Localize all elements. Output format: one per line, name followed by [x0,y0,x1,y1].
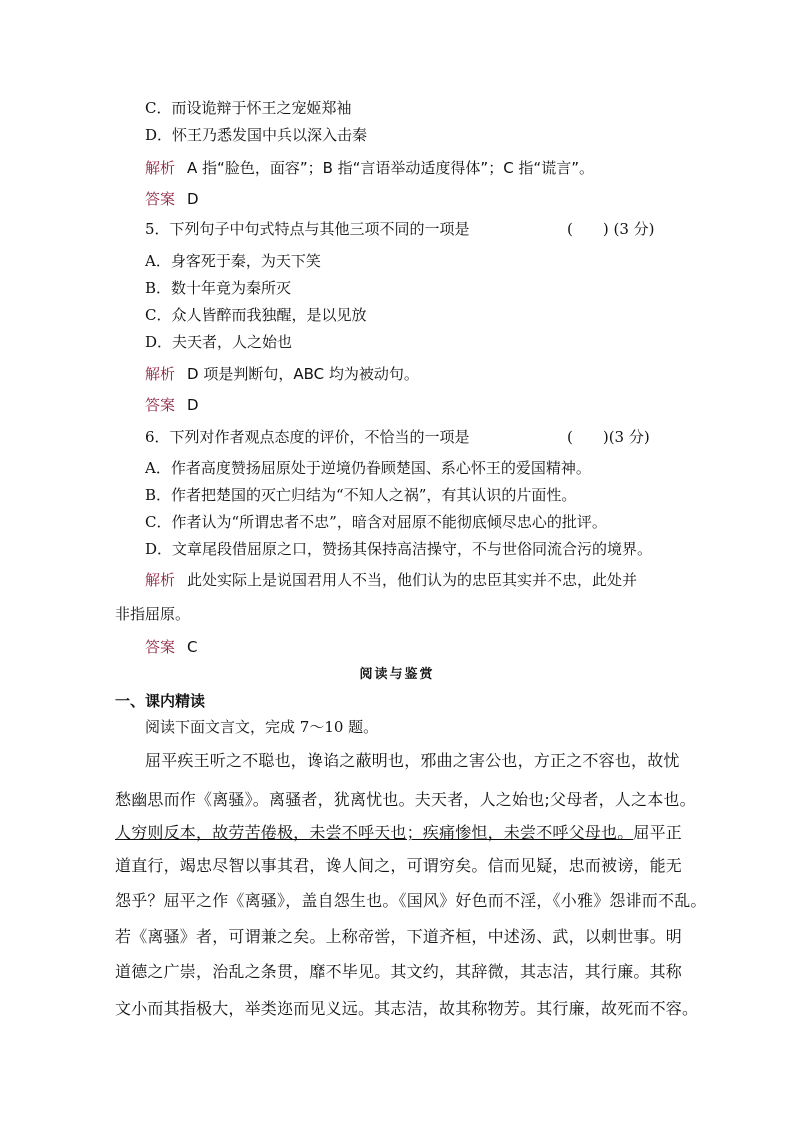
q4-explanation [145,157,594,178]
explanation-text: 此处实际上是说国君用人不当，他们认为的忠臣其实并不忠，此处并 [187,571,638,589]
passage-line-2: 愁幽思而作《离骚》。离骚者，犹离忧也。夫天者，人之始也;父母者，人之本也。 [115,790,696,809]
passage-line-3-rest: 屈平正 [633,823,683,842]
q4-option-c: C．而设诡辩于怀王之宠姬郑袖 [145,99,352,117]
explanation-label: 解析 [145,365,176,383]
answer-label: 答案 [145,396,176,414]
explanation-label: 解析 [145,571,176,589]
passage-line-8: 文小而其指极大，举类迩而见义远。其志洁，故其称物芳。其行廉，故死而不容。 [115,999,699,1018]
passage-line-1: 屈平疾王听之不聪也，谗谄之蔽明也，邪曲之害公也，方正之不容也，故忧 [145,751,680,770]
q6-answer-paren: ( )(3 分) [567,428,650,446]
q4-option-d: D．怀王乃悉发国中兵以深入击秦 [145,126,368,144]
q4-answer [145,188,199,209]
q6-stem: 6．下列对作者观点态度的评价，不恰当的一项是 [145,428,470,446]
section-heading: 一、课内精读 [115,692,206,710]
q5-option-c: C．众人皆醉而我独醒，是以见放 [145,306,367,324]
q6-option-b: B．作者把楚国的灭亡归结为“不知人之祸”，有其认识的片面性。 [145,486,577,504]
q5-explanation [145,363,419,384]
q5-option-d: D．夫天者，人之始也 [145,333,293,351]
passage-line-3 [115,820,682,843]
q6-option-a: A．作者高度赞扬屈原处于逆境仍眷顾楚国、系心怀王的爱国精神。 [145,459,591,477]
section-title: 阅读与鉴赏 [359,667,435,682]
q5-stem: 5．下列句子中句式特点与其他三项不同的一项是 [145,220,470,238]
reading-instruction: 阅读下面文言文，完成 7～10 题。 [145,718,379,736]
answer-value: D [187,396,199,414]
passage-line-6: 若《离骚》者，可谓兼之矣。上称帝喾，下道齐桓，中述汤、武，以刺世事。明 [115,927,683,946]
q6-option-c: C．作者认为“所谓忠者不忠”，暗含对屈原不能彻底倾尽忠心的批评。 [145,513,607,531]
explanation-text: A 指“脸色，面容”；B 指“言语举动适度得体”；C 指“谎言”。 [187,159,594,177]
answer-label: 答案 [145,638,176,656]
q6-explanation-line2: 非指屈原。 [115,605,191,623]
explanation-text: D 项是判断句，ABC 均为被动句。 [187,365,419,383]
answer-value: D [187,190,199,208]
explanation-label: 解析 [145,159,176,177]
q5-option-a: A．身客死于秦，为天下笑 [145,252,321,270]
answer-value: C [187,638,198,656]
passage-line-4: 道直行，竭忠尽智以事其君，谗人间之，可谓穷矣。信而见疑，忠而被谤，能无 [115,856,683,875]
q5-answer-paren: ( ) (3 分) [567,220,655,238]
q6-answer [145,636,198,657]
q6-explanation-line1 [145,569,637,590]
underlined-sentence: 人穷则反本，故劳苦倦极，未尝不呼天也；疾痛惨怛，未尝不呼父母也。 [115,823,634,842]
answer-label: 答案 [145,190,176,208]
q5-answer [145,394,199,415]
passage-line-5: 怨乎？屈平之作《离骚》，盖自怨生也。《国风》好色而不淫，《小雅》怨诽而不乱。 [115,891,707,910]
q6-option-d: D．文章尾段借屈原之口，赞扬其保持高洁操守，不与世俗同流合污的境界。 [145,540,653,558]
passage-line-7: 道德之广崇，治乱之条贯，靡不毕见。其文约，其辞微，其志洁，其行廉。其称 [115,962,683,981]
q5-option-b: B．数十年竟为秦所灭 [145,279,292,297]
